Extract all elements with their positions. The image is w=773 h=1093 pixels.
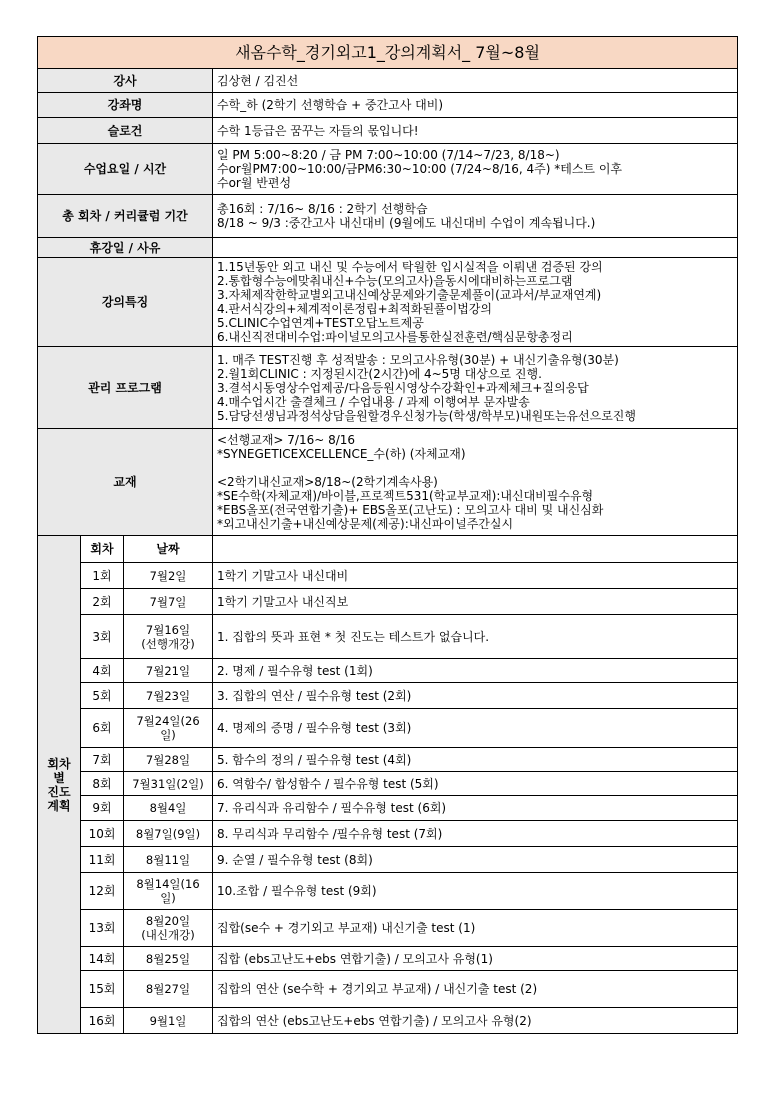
session-number: 3회 bbox=[81, 615, 124, 659]
session-content: 집합(se수 + 경기외고 부교재) 내신기출 test (1) bbox=[213, 910, 738, 947]
session-number: 1회 bbox=[81, 563, 124, 589]
slogan-label: 슬로건 bbox=[38, 118, 213, 144]
document-title: 새옴수학_경기외고1_강의계획서_ 7월~8월 bbox=[38, 37, 738, 69]
plan-row bbox=[38, 772, 738, 796]
session-content: 10.조합 / 필수유형 test (9회) bbox=[213, 873, 738, 910]
plan-row bbox=[38, 683, 738, 709]
slogan-value: 수학 1등급은 꿈꾸는 자들의 몫입니다! bbox=[213, 118, 738, 144]
course-label: 강좌명 bbox=[38, 93, 213, 118]
session-date: 7월16일 (선행개강) bbox=[124, 615, 213, 659]
session-date: 8월27일 bbox=[124, 971, 213, 1008]
session-number: 4회 bbox=[81, 659, 124, 683]
lecture-plan-table bbox=[37, 36, 738, 1034]
plan-row bbox=[38, 971, 738, 1008]
session-number: 11회 bbox=[81, 847, 124, 873]
session-date: 7월2일 bbox=[124, 563, 213, 589]
session-content: 3. 집합의 연산 / 필수유형 test (2회) bbox=[213, 683, 738, 709]
content-column-header bbox=[213, 536, 738, 563]
plan-row bbox=[38, 1008, 738, 1034]
session-column-header: 회차 bbox=[81, 536, 124, 563]
session-number: 7회 bbox=[81, 748, 124, 772]
date-column-header: 날짜 bbox=[124, 536, 213, 563]
features-label: 강의특징 bbox=[38, 258, 213, 347]
instructor-label: 강사 bbox=[38, 69, 213, 93]
session-content: 1. 집합의 뜻과 표현 * 첫 진도는 테스트가 없습니다. bbox=[213, 615, 738, 659]
session-date: 7월24일(26 일) bbox=[124, 709, 213, 748]
plan-section-label: 회차 별 진도 계획 bbox=[38, 536, 81, 1034]
plan-row bbox=[38, 659, 738, 683]
management-value: 1. 매주 TEST진행 후 성적발송 : 모의고사유형(30분) + 내신기출유형(30분) 2.월1회CLINIC : 지정된시간(2시간)에 4~5명 대상으로 진행. 3.결석시동영상수업제공/다음등원시영상수강확인+과제체크+질의응답 4.매수업시간 출결체크 / 수업내용 / 과제 이행여부 문자발송 5.담당선생님과정석상담을원할경우신청가능(학생/학부모)내원또는유선으로진행 bbox=[213, 347, 738, 429]
plan-row bbox=[38, 947, 738, 971]
session-date: 8월20일 (내신개강) bbox=[124, 910, 213, 947]
session-date: 7월23일 bbox=[124, 683, 213, 709]
session-number: 8회 bbox=[81, 772, 124, 796]
session-number: 6회 bbox=[81, 709, 124, 748]
instructor-value: 김상현 / 김진선 bbox=[213, 69, 738, 93]
plan-row bbox=[38, 873, 738, 910]
sessions-value: 총16회 : 7/16~ 8/16 : 2학기 선행학습 8/18 ~ 9/3 :중간고사 내신대비 (9월에도 내신대비 수업이 계속됩니다.) bbox=[213, 195, 738, 238]
plan-row bbox=[38, 748, 738, 772]
session-number: 13회 bbox=[81, 910, 124, 947]
textbook-label: 교재 bbox=[38, 429, 213, 536]
session-date: 8월7일(9일) bbox=[124, 821, 213, 847]
session-number: 5회 bbox=[81, 683, 124, 709]
plan-row bbox=[38, 821, 738, 847]
session-date: 7월31일(2일) bbox=[124, 772, 213, 796]
session-date: 9월1일 bbox=[124, 1008, 213, 1034]
holiday-label: 휴강일 / 사유 bbox=[38, 238, 213, 258]
plan-row bbox=[38, 589, 738, 615]
session-date: 7월28일 bbox=[124, 748, 213, 772]
session-content: 집합의 연산 (ebs고난도+ebs 연합기출) / 모의고사 유형(2) bbox=[213, 1008, 738, 1034]
session-number: 14회 bbox=[81, 947, 124, 971]
plan-row bbox=[38, 910, 738, 947]
textbook-value: <선행교재> 7/16~ 8/16 *SYNEGETICEXCELLENCE_수(하) (자체교재) <2학기내신교재>8/18~(2학기계속사용) *SE수학(자체교재)/바이블,프로젝트531(학교부교재):내신대비필수유형 *EBS올포(전국연합기출)+ EBS올포(고난도) : 모의고사 대비 및 내신심화 *외고내신기출+내신예상문제(제공):내신파이널주간실시 bbox=[213, 429, 738, 536]
session-content: 집합의 연산 (se수학 + 경기외고 부교재) / 내신기출 test (2) bbox=[213, 971, 738, 1008]
session-content: 6. 역함수/ 합성함수 / 필수유형 test (5회) bbox=[213, 772, 738, 796]
session-number: 9회 bbox=[81, 796, 124, 821]
holiday-value bbox=[213, 238, 738, 258]
session-content: 집합 (ebs고난도+ebs 연합기출) / 모의고사 유형(1) bbox=[213, 947, 738, 971]
session-date: 7월21일 bbox=[124, 659, 213, 683]
session-content: 2. 명제 / 필수유형 test (1회) bbox=[213, 659, 738, 683]
session-number: 2회 bbox=[81, 589, 124, 615]
session-date: 8월4일 bbox=[124, 796, 213, 821]
session-date: 7월7일 bbox=[124, 589, 213, 615]
session-number: 12회 bbox=[81, 873, 124, 910]
features-value: 1.15년동안 외고 내신 및 수능에서 탁월한 입시실적을 이뤄낸 검증된 강의 2.통합형수능에맞춰내신+수능(모의고사)을동시에대비하는프로그램 3.자체제작한학교별외고내신예상문제와기출문제풀이(교과서/부교재연계) 4.판서식강의+체계적이론정립+최적화된풀이법강의 5.CLINIC수업연계+TEST오답노트제공 6.내신직전대비수업:파이널모의고사를통한실전훈련/핵심문항총정리 bbox=[213, 258, 738, 347]
session-number: 10회 bbox=[81, 821, 124, 847]
schedule-value: 일 PM 5:00~8:20 / 금 PM 7:00~10:00 (7/14~7/23, 8/18~) 수or월PM7:00~10:00/금PM6:30~10:00 (7/24~8/16, 4주) *테스트 이후 수or월 반편성 bbox=[213, 144, 738, 195]
session-date: 8월11일 bbox=[124, 847, 213, 873]
management-label: 관리 프로그램 bbox=[38, 347, 213, 429]
session-content: 9. 순열 / 필수유형 test (8회) bbox=[213, 847, 738, 873]
session-content: 8. 무리식과 무리함수 /필수유형 test (7회) bbox=[213, 821, 738, 847]
session-content: 4. 명제의 증명 / 필수유형 test (3회) bbox=[213, 709, 738, 748]
sessions-label: 총 회차 / 커리큘럼 기간 bbox=[38, 195, 213, 238]
schedule-label: 수업요일 / 시간 bbox=[38, 144, 213, 195]
session-content: 7. 유리식과 유리함수 / 필수유형 test (6회) bbox=[213, 796, 738, 821]
plan-row bbox=[38, 615, 738, 659]
plan-row bbox=[38, 847, 738, 873]
session-number: 15회 bbox=[81, 971, 124, 1008]
session-content: 1학기 기말고사 내신대비 bbox=[213, 563, 738, 589]
session-content: 5. 함수의 정의 / 필수유형 test (4회) bbox=[213, 748, 738, 772]
plan-row bbox=[38, 563, 738, 589]
session-date: 8월25일 bbox=[124, 947, 213, 971]
session-number: 16회 bbox=[81, 1008, 124, 1034]
session-date: 8월14일(16 일) bbox=[124, 873, 213, 910]
plan-row bbox=[38, 709, 738, 748]
plan-row bbox=[38, 796, 738, 821]
course-value: 수학_하 (2학기 선행학습 + 중간고사 대비) bbox=[213, 93, 738, 118]
session-content: 1학기 기말고사 내신직보 bbox=[213, 589, 738, 615]
